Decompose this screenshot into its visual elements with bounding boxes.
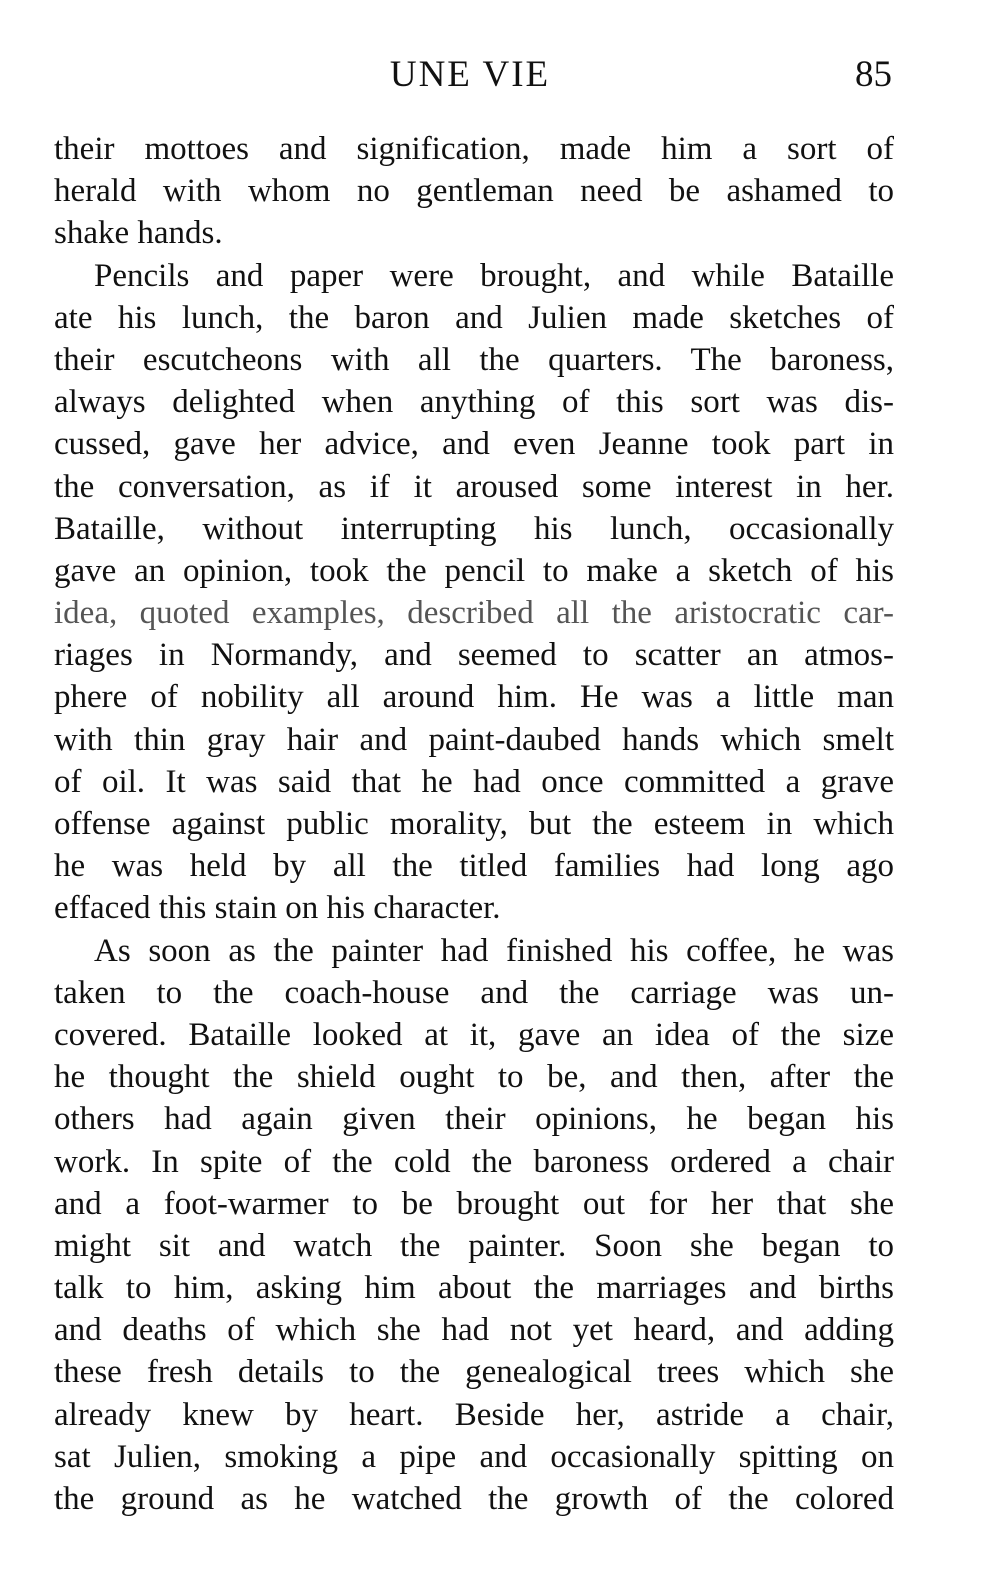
text-line: offense against public morality, but the esteem in which: [54, 806, 894, 842]
text-line: Bataille, without interrupting his lunch, occasionally: [54, 510, 894, 547]
text-line: phere of nobility all around him. He was a little man: [54, 679, 894, 716]
text-line: their mottoes and signification, made him a sort of: [54, 131, 894, 167]
text-line: these fresh details to the genealogical trees which she: [54, 1354, 894, 1391]
page-number: 85: [855, 54, 892, 95]
text-line: As soon as the painter had finished his coffee, he was: [94, 932, 894, 969]
text-line: work. In spite of the cold the baroness ordered a chair: [54, 1143, 894, 1180]
text-line: Pencils and paper were brought, and while Bataille: [94, 257, 894, 294]
text-line: shake hands.: [54, 215, 223, 252]
text-line: and deaths of which she had not yet heard, and adding: [54, 1312, 894, 1349]
text-line: taken to the coach-house and the carriage was un-: [54, 974, 894, 1011]
text-line: ate his lunch, the baron and Julien made sketches of: [54, 299, 894, 336]
text-line: the ground as he watched the growth of the colored: [54, 1481, 894, 1517]
text-line: herald with whom no gentleman need be ashamed to: [54, 173, 894, 210]
text-line: might sit and watch the painter. Soon she began to: [54, 1227, 894, 1264]
text-line: cussed, gave her advice, and even Jeanne took part in: [54, 426, 894, 463]
text-line: covered. Bataille looked at it, gave an idea of the size: [54, 1016, 894, 1053]
text-line: he was held by all the titled families had long ago: [54, 848, 894, 885]
text-line: riages in Normandy, and seemed to scatter an atmos-: [54, 637, 894, 674]
text-line: with thin gray hair and paint-daubed hands which smelt: [54, 721, 894, 758]
text-line: talk to him, asking him about the marriages and births: [54, 1270, 894, 1307]
text-line: effaced this stain on his character.: [54, 890, 501, 927]
text-line: he thought the shield ought to be, and then, after the: [54, 1059, 894, 1096]
running-head: [0, 50, 1000, 100]
text-line: always delighted when anything of this sort was dis-: [54, 384, 894, 421]
text-line: their escutcheons with all the quarters. The baroness,: [54, 341, 894, 378]
text-line: idea, quoted examples, described all the aristocratic car-: [54, 595, 894, 632]
text-line: already knew by heart. Beside her, astride a chair,: [54, 1396, 894, 1433]
text-line: and a foot-warmer to be brought out for her that she: [54, 1185, 894, 1222]
text-line: the conversation, as if it aroused some interest in her.: [54, 468, 894, 505]
text-line: sat Julien, smoking a pipe and occasionally spitting on: [54, 1438, 894, 1475]
running-title: UNE VIE: [389, 54, 551, 95]
body-text: [54, 128, 894, 1520]
text-line: others had again given their opinions, he began his: [54, 1101, 894, 1138]
text-line: gave an opinion, took the pencil to make a sketch of his: [54, 552, 894, 589]
text-line: of oil. It was said that he had once committed a grave: [54, 763, 894, 800]
